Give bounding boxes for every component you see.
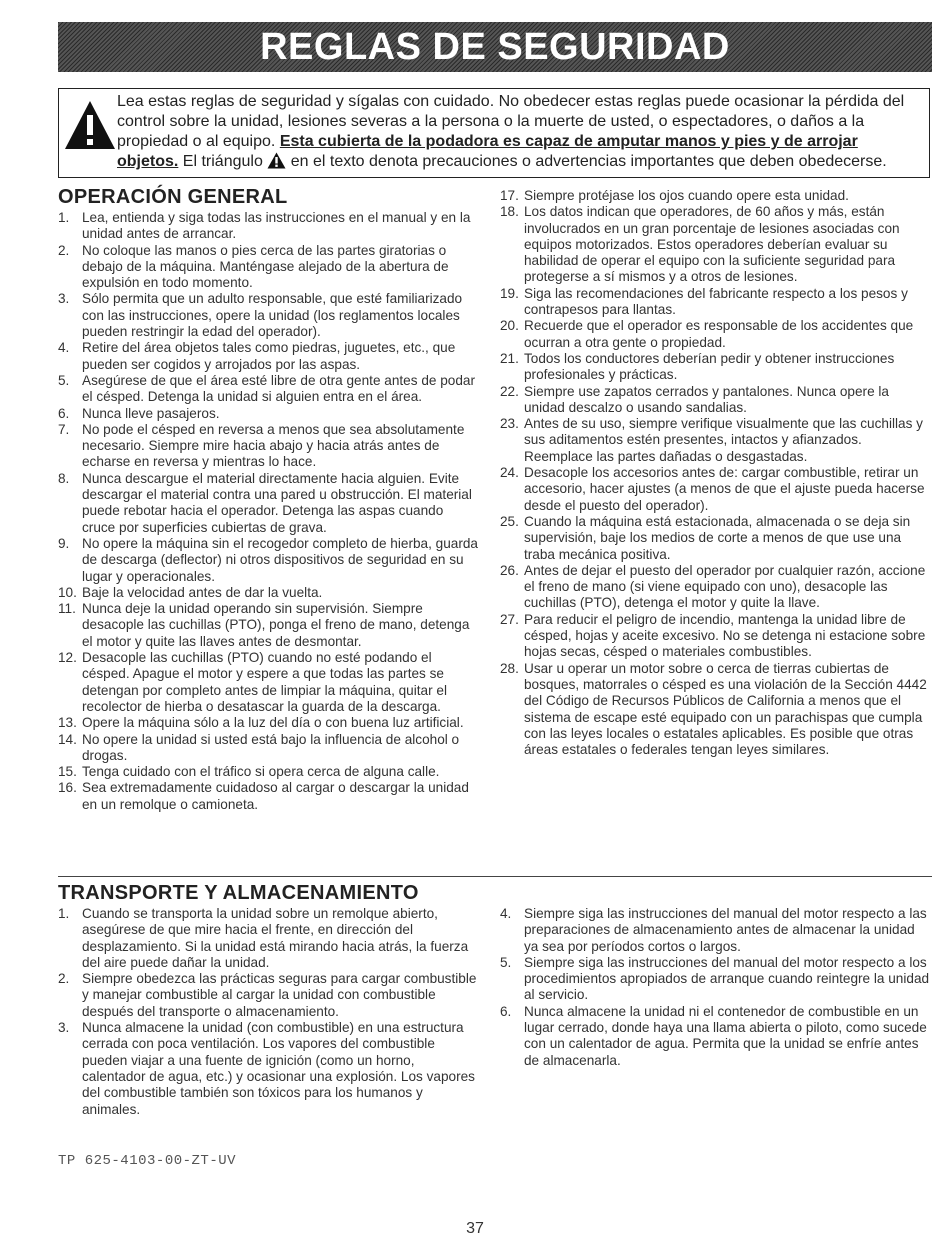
item-number: 4. (500, 906, 512, 921)
list-item (58, 243, 480, 292)
item-number: 23. (500, 416, 519, 432)
list-item (500, 286, 932, 319)
warning-intro: Lea estas reglas de seguridad y sígalas con cuidado. No obedecer estas reglas puede ocasionar la pérdida del control sobre la unidad, lesiones severas a la persona o la muerte de usted, o espectadores, o daños a la propiedad o al equipo. (117, 93, 905, 150)
item-number: 9. (58, 535, 70, 551)
item-text: Siempre siga las instrucciones del manual del motor respecto a las preparaciones de almacenamiento antes de almacenar la unidad ya sea por períodos cortos o largos. (524, 906, 927, 954)
item-text: Cuando se transporta la unidad sobre un remolque abierto, asegúrese de que mire hacia el frente, en dirección del desplazamiento. Si la unidad está mirando hacia atrás, la fuerza del aire puede dañar la unidad. (82, 906, 469, 970)
list-item (58, 536, 480, 585)
item-number: 21. (500, 350, 519, 366)
item-number: 5. (500, 954, 512, 970)
item-text: Nunca descargue el material directamente hacia alguien. Evite descargar el material contra una pared u obstrucción. El material puede rebotar hacia el operador. Detenga las aspas cuando cruce por superficies cubiertas de grava. (82, 470, 472, 535)
list-item (500, 351, 932, 384)
item-number: 3. (58, 1020, 70, 1036)
page-number: 37 (466, 1220, 484, 1237)
item-text: Desacople los accesorios antes de: cargar combustible, retirar un accesorio, hacer ajustes (a menos de que el ajuste pueda hacerse desde el puesto del operador). (524, 465, 925, 513)
item-text: Antes de su uso, siempre verifique visualmente que las cuchillas y sus aditamentos estén presentes, intactos y afianzados. Reemplace las partes dañadas o desgastadas. (524, 416, 923, 464)
item-text: Siempre siga las instrucciones del manual del motor respecto a los procedimientos apropiados de arranque cuando reintegre la unidad al servicio. (524, 954, 930, 1003)
item-text: Nunca almacene la unidad ni el contenedor de combustible en un lugar cerrado, donde haya una llama abierta o piloto, como sucede con un calentador de agua. Permita que la unidad se enfríe antes de almacenarla. (524, 1003, 927, 1068)
item-number: 25. (500, 513, 519, 529)
warning-amputation-notice: Esta cubierta de la podadora es capaz de amputar manos y pies y de arrojar objetos. (117, 133, 858, 170)
list-item (500, 514, 932, 563)
list-item (58, 715, 480, 731)
transport-right-list (500, 906, 932, 1069)
item-number: 22. (500, 383, 519, 399)
list-item (58, 1020, 480, 1118)
item-number: 24. (500, 465, 519, 481)
list-item (500, 384, 932, 417)
warning-triangle-icon (63, 99, 117, 151)
item-text: Antes de dejar el puesto del operador por cualquier razón, accione el freno de mano (si viene equipado con uno), desacople las cuchillas (PTO), detenga el motor y quite la llave. (524, 562, 926, 611)
item-number: 28. (500, 660, 519, 676)
list-item (58, 906, 480, 971)
list-item (58, 340, 480, 373)
item-text: Para reducir el peligro de incendio, mantenga la unidad libre de césped, hojas y aceite excesivo. No se detenga ni estacione sobre hojas secas, césped o materiales combustibles. (524, 611, 926, 660)
title-banner (58, 22, 932, 72)
item-text: Lea, entienda y siga todas las instrucciones en el manual y en la unidad antes de arrancar. (82, 210, 471, 242)
inline-warning-triangle-icon (267, 152, 286, 169)
list-item (500, 612, 932, 661)
item-number: 27. (500, 611, 519, 627)
item-number: 19. (500, 285, 519, 301)
item-number: 15. (58, 764, 77, 780)
list-item (58, 601, 480, 650)
item-text: Desacople las cuchillas (PTO) cuando no esté podando el césped. Apague el motor y espere a que todas las partes se detengan por completo antes de limpiar la máquina, quitar el recolector de hierba o desatascar la guarda de la descarga. (82, 650, 447, 714)
list-item (58, 291, 480, 340)
list-item (58, 971, 480, 1020)
item-text: Siempre protéjase los ojos cuando opere esta unidad. (524, 188, 849, 203)
general-left-list (58, 210, 480, 813)
section-divider (58, 876, 932, 877)
item-text: Cuando la máquina está estacionada, almacenada o se deja sin supervisión, baje los medios de corte a menos de que use una traba mecánica positiva. (524, 513, 911, 562)
list-item (500, 563, 932, 612)
item-number: 10. (58, 584, 77, 600)
item-text: Sea extremadamente cuidadoso al cargar o descargar la unidad en un remolque o camioneta. (82, 780, 469, 812)
item-text: Los datos indican que operadores, de 60 años y más, están involucrados en un gran porcentaje de lesiones asociadas con equipos motorizados. Estos operadores deberían evaluar su habilidad de operar el equipo con la suficiente seguridad para protegerse a sí mismos y a otros de lesiones. (524, 204, 900, 285)
general-right-list (500, 188, 932, 758)
item-text: Siempre use zapatos cerrados y pantalones. Nunca opere la unidad descalzo o usando sandalias. (524, 383, 889, 415)
item-number: 1. (58, 906, 70, 921)
item-number: 18. (500, 204, 519, 220)
item-text: No opere la máquina sin el recogedor completo de hierba, guarda de descarga (deflector) ni otros dispositivos de seguridad en su lugar y operacionales. (82, 535, 478, 584)
item-text: Asegúrese de que el área esté libre de otra gente antes de podar el césped. Detenga la unidad si alguien entra en el área. (82, 372, 475, 405)
list-item (500, 661, 932, 759)
page-title: REGLAS DE SEGURIDAD (260, 25, 730, 68)
item-number: 2. (58, 971, 70, 987)
item-number: 8. (58, 470, 70, 486)
list-item (58, 585, 480, 601)
item-number: 11. (58, 601, 76, 617)
item-text: Nunca almacene la unidad (con combustible) en una estructura cerrada con poca ventilación. Los vapores del combustible pueden viajar a una fuente de ignición (como un horno, calentador de agua, etc.) y ocasionar una explosión. Los vapores del combustible también son tóxicos para los humanos y animales. (82, 1020, 475, 1117)
item-number: 12. (58, 650, 77, 666)
list-item (58, 406, 480, 422)
item-text: Todos los conductores deberían pedir y obtener instrucciones profesionales y prácticas. (524, 350, 895, 383)
warning-box (58, 88, 930, 178)
list-item (58, 373, 480, 406)
item-number: 7. (58, 421, 70, 437)
item-text: Siempre obedezca las prácticas seguras para cargar combustible y manejar combustible al cargar la unidad con combustible después del transporte o almacenamiento. (82, 971, 477, 1019)
item-number: 6. (500, 1003, 512, 1019)
item-text: Sólo permita que un adulto responsable, que esté familiarizado con las instrucciones, opere la unidad (los reglamentos locales pueden restringir la edad del operador). (82, 291, 463, 340)
warning-triangle-label: El triángulo (182, 153, 263, 170)
item-text: No coloque las manos o pies cerca de las partes giratorias o debajo de la máquina. Manténgase alejado de la abertura de expulsión en todo momento. (82, 242, 449, 291)
list-item (58, 732, 480, 765)
item-number: 4. (58, 340, 70, 356)
list-item (58, 650, 480, 715)
item-text: Nunca lleve pasajeros. (82, 405, 220, 421)
item-text: Recuerde que el operador es responsable de los accidentes que ocurran a otra gente o propiedad. (524, 318, 914, 350)
item-number: 5. (58, 372, 70, 388)
item-text: Nunca deje la unidad operando sin supervisión. Siempre desacople las cuchillas (PTO), ponga el freno de mano, detenga el motor y quite las llaves antes de desmontar. (82, 601, 470, 649)
item-number: 6. (58, 405, 70, 421)
item-text: Siga las recomendaciones del fabricante respecto a los pesos y contrapesos para llantas. (524, 285, 908, 318)
warning-text (117, 92, 923, 172)
list-item (58, 764, 480, 780)
transport-left-list (58, 906, 480, 1118)
document-code: TP 625-4103-00-ZT-UV (58, 1153, 237, 1169)
item-text: Opere la máquina sólo a la luz del día o con buena luz artificial. (82, 715, 464, 731)
item-text: Baje la velocidad antes de dar la vuelta. (82, 584, 323, 600)
item-number: 1. (58, 210, 70, 225)
item-number: 14. (58, 731, 77, 747)
item-number: 2. (58, 242, 70, 258)
item-number: 17. (500, 188, 519, 203)
item-text: Usar u operar un motor sobre o cerca de tierras cubiertas de bosques, matorrales o césped es una violación de la Sección 4442 del Código de Recursos Públicos de California a menos que el sistema de escape esté equipado con un parachispas que cumpla con las leyes locales o estatales aplicables. Es posible que otras áreas estatales o federales tengan leyes similares. (524, 660, 927, 758)
warning-triangle-meaning: en el texto denota precauciones o advertencias importantes que deben obedecerse. (290, 153, 887, 170)
list-item (500, 416, 932, 465)
item-number: 20. (500, 318, 519, 334)
list-item (500, 465, 932, 514)
item-number: 3. (58, 291, 70, 307)
item-text: No opere la unidad si usted está bajo la influencia de alcohol o drogas. (82, 731, 460, 763)
list-item (500, 188, 932, 204)
list-item (500, 1004, 932, 1069)
list-item (500, 955, 932, 1004)
list-item (58, 210, 480, 243)
item-number: 16. (58, 780, 77, 796)
list-item (58, 422, 480, 471)
list-item (58, 471, 480, 536)
item-text: Retire del área objetos tales como piedras, juguetes, etc., que pueden ser cogidos y arrojados por las aspas. (82, 340, 456, 372)
section-title-transport: TRANSPORTE Y ALMACENAMIENTO (58, 882, 419, 904)
list-item (58, 780, 480, 813)
item-number: 26. (500, 562, 519, 578)
item-text: Tenga cuidado con el tráfico si opera cerca de alguna calle. (82, 764, 440, 780)
item-text: No pode el césped en reversa a menos que sea absolutamente necesario. Siempre mire hacia abajo y hacia atrás antes de echarse en reversa y mientras lo hace. (82, 421, 465, 470)
section-title-general: OPERACIÓN GENERAL (58, 186, 288, 208)
list-item (500, 906, 932, 955)
list-item (500, 204, 932, 285)
item-number: 13. (58, 715, 77, 731)
list-item (500, 318, 932, 351)
